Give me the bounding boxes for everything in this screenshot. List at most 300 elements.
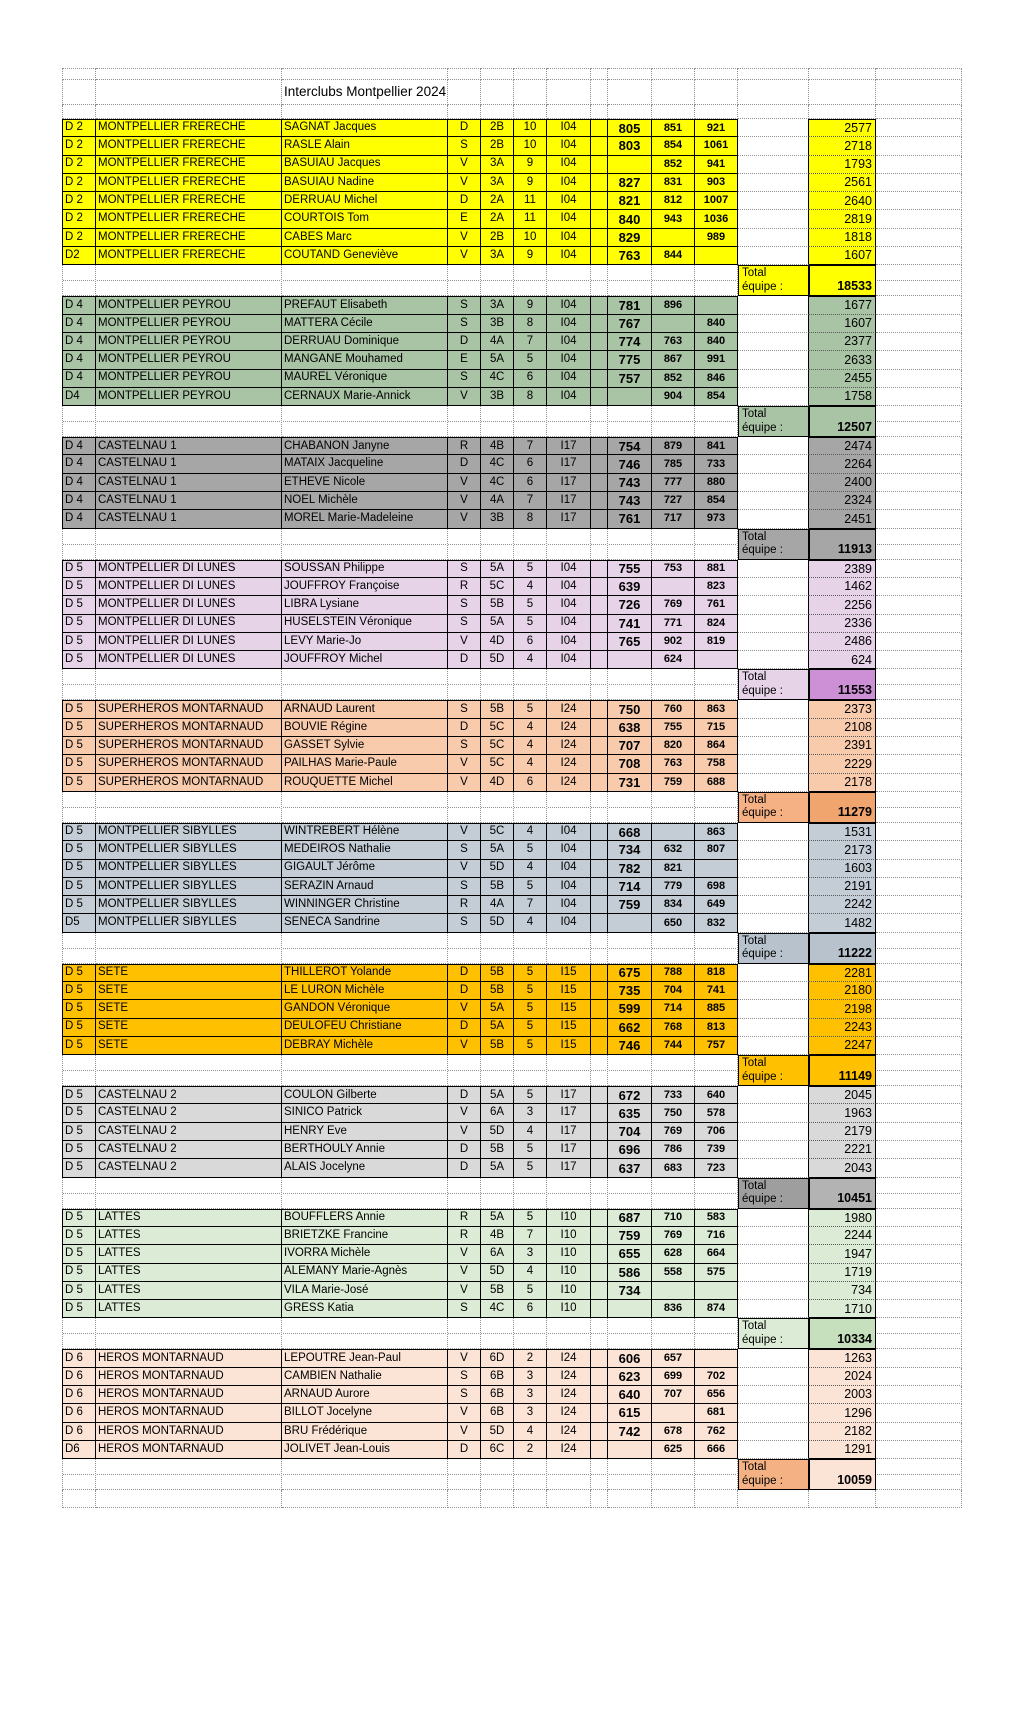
category-cell[interactable]: V: [448, 492, 481, 510]
player-total-cell[interactable]: 2718: [809, 137, 876, 155]
club-code-cell[interactable]: I17: [547, 437, 591, 455]
player-total-cell[interactable]: 2377: [809, 333, 876, 351]
player-name-cell[interactable]: MATTERA Cécile: [282, 315, 448, 333]
club-cell[interactable]: MONTPELLIER FRERECHE: [96, 156, 282, 174]
score3-cell[interactable]: 989: [695, 229, 738, 247]
series-cell[interactable]: 5A: [481, 615, 514, 633]
category-cell[interactable]: R: [448, 578, 481, 596]
score1-cell[interactable]: 668: [608, 823, 652, 841]
club-cell[interactable]: CASTELNAU 1: [96, 492, 282, 510]
score2-cell[interactable]: 812: [652, 192, 695, 210]
player-name-cell[interactable]: PREFAUT Elisabeth: [282, 296, 448, 314]
division-cell[interactable]: D 5: [62, 615, 96, 633]
score2-cell[interactable]: [652, 823, 695, 841]
player-total-cell[interactable]: 1710: [809, 1300, 876, 1318]
club-code-cell[interactable]: I04: [547, 596, 591, 614]
score2-cell[interactable]: 632: [652, 841, 695, 859]
category-cell[interactable]: D: [448, 1141, 481, 1159]
handicap-cell[interactable]: 6: [514, 370, 547, 388]
player-total-cell[interactable]: 1980: [809, 1209, 876, 1227]
series-cell[interactable]: 4A: [481, 333, 514, 351]
player-total-cell[interactable]: 2243: [809, 1019, 876, 1037]
category-cell[interactable]: D: [448, 455, 481, 473]
division-cell[interactable]: D 5: [62, 982, 96, 1000]
score3-cell[interactable]: 723: [695, 1159, 738, 1177]
score2-cell[interactable]: 707: [652, 1386, 695, 1404]
club-code-cell[interactable]: I17: [547, 510, 591, 528]
division-cell[interactable]: D 4: [62, 315, 96, 333]
club-code-cell[interactable]: I17: [547, 1086, 591, 1104]
club-code-cell[interactable]: I10: [547, 1264, 591, 1282]
score1-cell[interactable]: 731: [608, 774, 652, 792]
division-cell[interactable]: D2: [62, 247, 96, 265]
club-code-cell[interactable]: I24: [547, 1441, 591, 1459]
handicap-cell[interactable]: 3: [514, 1404, 547, 1422]
player-total-cell[interactable]: 2247: [809, 1037, 876, 1055]
handicap-cell[interactable]: 2: [514, 1349, 547, 1367]
category-cell[interactable]: S: [448, 700, 481, 718]
club-code-cell[interactable]: I24: [547, 1386, 591, 1404]
score3-cell[interactable]: 813: [695, 1019, 738, 1037]
club-code-cell[interactable]: I04: [547, 296, 591, 314]
score1-cell[interactable]: 708: [608, 755, 652, 773]
player-name-cell[interactable]: CERNAUX Marie-Annick: [282, 388, 448, 406]
player-name-cell[interactable]: SAGNAT Jacques: [282, 119, 448, 137]
club-code-cell[interactable]: I10: [547, 1245, 591, 1263]
score1-cell[interactable]: 774: [608, 333, 652, 351]
series-cell[interactable]: 6B: [481, 1368, 514, 1386]
score1-cell[interactable]: 586: [608, 1264, 652, 1282]
score1-cell[interactable]: 662: [608, 1019, 652, 1037]
player-name-cell[interactable]: BOUFFLERS Annie: [282, 1209, 448, 1227]
handicap-cell[interactable]: 4: [514, 823, 547, 841]
division-cell[interactable]: D 5: [62, 1245, 96, 1263]
series-cell[interactable]: 5D: [481, 1123, 514, 1141]
series-cell[interactable]: 5C: [481, 755, 514, 773]
handicap-cell[interactable]: 5: [514, 982, 547, 1000]
division-cell[interactable]: D 5: [62, 578, 96, 596]
handicap-cell[interactable]: 5: [514, 1086, 547, 1104]
player-name-cell[interactable]: SERAZIN Arnaud: [282, 878, 448, 896]
category-cell[interactable]: S: [448, 1300, 481, 1318]
score3-cell[interactable]: 739: [695, 1141, 738, 1159]
category-cell[interactable]: V: [448, 823, 481, 841]
series-cell[interactable]: 5B: [481, 1141, 514, 1159]
player-name-cell[interactable]: ETHEVE Nicole: [282, 474, 448, 492]
division-cell[interactable]: D4: [62, 388, 96, 406]
handicap-cell[interactable]: 6: [514, 774, 547, 792]
score3-cell[interactable]: 640: [695, 1086, 738, 1104]
score3-cell[interactable]: 702: [695, 1368, 738, 1386]
score2-cell[interactable]: 710: [652, 1209, 695, 1227]
club-code-cell[interactable]: I10: [547, 1282, 591, 1300]
club-code-cell[interactable]: I24: [547, 1368, 591, 1386]
player-name-cell[interactable]: COULON Gilberte: [282, 1086, 448, 1104]
club-cell[interactable]: MONTPELLIER FRERECHE: [96, 119, 282, 137]
category-cell[interactable]: V: [448, 474, 481, 492]
club-cell[interactable]: CASTELNAU 1: [96, 455, 282, 473]
series-cell[interactable]: 4C: [481, 1300, 514, 1318]
score1-cell[interactable]: 687: [608, 1209, 652, 1227]
player-total-cell[interactable]: 1296: [809, 1404, 876, 1422]
division-cell[interactable]: D 4: [62, 474, 96, 492]
category-cell[interactable]: D: [448, 964, 481, 982]
handicap-cell[interactable]: 5: [514, 1209, 547, 1227]
score1-cell[interactable]: 742: [608, 1423, 652, 1441]
score2-cell[interactable]: 714: [652, 1000, 695, 1018]
score3-cell[interactable]: 874: [695, 1300, 738, 1318]
club-code-cell[interactable]: I15: [547, 1000, 591, 1018]
score1-cell[interactable]: 755: [608, 560, 652, 578]
score1-cell[interactable]: 623: [608, 1368, 652, 1386]
club-cell[interactable]: CASTELNAU 2: [96, 1104, 282, 1122]
club-cell[interactable]: CASTELNAU 1: [96, 474, 282, 492]
club-code-cell[interactable]: I17: [547, 1104, 591, 1122]
club-code-cell[interactable]: I17: [547, 455, 591, 473]
category-cell[interactable]: D: [448, 119, 481, 137]
series-cell[interactable]: 5B: [481, 964, 514, 982]
handicap-cell[interactable]: 4: [514, 719, 547, 737]
score3-cell[interactable]: 840: [695, 315, 738, 333]
club-cell[interactable]: CASTELNAU 2: [96, 1141, 282, 1159]
category-cell[interactable]: V: [448, 388, 481, 406]
club-code-cell[interactable]: I04: [547, 351, 591, 369]
score1-cell[interactable]: 757: [608, 370, 652, 388]
category-cell[interactable]: S: [448, 560, 481, 578]
club-cell[interactable]: MONTPELLIER DI LUNES: [96, 596, 282, 614]
player-name-cell[interactable]: VILA Marie-José: [282, 1282, 448, 1300]
club-cell[interactable]: SUPERHEROS MONTARNAUD: [96, 755, 282, 773]
player-name-cell[interactable]: SINICO Patrick: [282, 1104, 448, 1122]
player-total-cell[interactable]: 2455: [809, 370, 876, 388]
player-name-cell[interactable]: DEULOFEU Christiane: [282, 1019, 448, 1037]
club-cell[interactable]: LATTES: [96, 1264, 282, 1282]
club-code-cell[interactable]: I15: [547, 982, 591, 1000]
player-name-cell[interactable]: IVORRA Michèle: [282, 1245, 448, 1263]
category-cell[interactable]: D: [448, 982, 481, 1000]
division-cell[interactable]: D5: [62, 914, 96, 932]
category-cell[interactable]: V: [448, 156, 481, 174]
club-code-cell[interactable]: I04: [547, 841, 591, 859]
score2-cell[interactable]: 753: [652, 560, 695, 578]
player-total-cell[interactable]: 2242: [809, 896, 876, 914]
division-cell[interactable]: D 2: [62, 229, 96, 247]
club-code-cell[interactable]: I10: [547, 1300, 591, 1318]
score2-cell[interactable]: 727: [652, 492, 695, 510]
series-cell[interactable]: 5C: [481, 737, 514, 755]
player-name-cell[interactable]: LE LURON Michèle: [282, 982, 448, 1000]
category-cell[interactable]: V: [448, 633, 481, 651]
score1-cell[interactable]: 639: [608, 578, 652, 596]
series-cell[interactable]: 5B: [481, 982, 514, 1000]
score1-cell[interactable]: 827: [608, 174, 652, 192]
score3-cell[interactable]: 741: [695, 982, 738, 1000]
score3-cell[interactable]: 1061: [695, 137, 738, 155]
club-code-cell[interactable]: I24: [547, 719, 591, 737]
series-cell[interactable]: 4C: [481, 455, 514, 473]
score3-cell[interactable]: 863: [695, 700, 738, 718]
division-cell[interactable]: D 6: [62, 1404, 96, 1422]
player-total-cell[interactable]: 2577: [809, 119, 876, 137]
score2-cell[interactable]: 852: [652, 370, 695, 388]
club-code-cell[interactable]: I24: [547, 1349, 591, 1367]
series-cell[interactable]: 4D: [481, 774, 514, 792]
series-cell[interactable]: 5C: [481, 823, 514, 841]
player-total-cell[interactable]: 1758: [809, 388, 876, 406]
player-total-cell[interactable]: 1462: [809, 578, 876, 596]
player-name-cell[interactable]: ALAIS Jocelyne: [282, 1159, 448, 1177]
player-total-cell[interactable]: 2003: [809, 1386, 876, 1404]
player-name-cell[interactable]: ARNAUD Aurore: [282, 1386, 448, 1404]
score2-cell[interactable]: 624: [652, 651, 695, 669]
player-name-cell[interactable]: MEDEIROS Nathalie: [282, 841, 448, 859]
score2-cell[interactable]: 755: [652, 719, 695, 737]
club-cell[interactable]: SETE: [96, 964, 282, 982]
division-cell[interactable]: D 5: [62, 700, 96, 718]
score2-cell[interactable]: 777: [652, 474, 695, 492]
club-code-cell[interactable]: I17: [547, 474, 591, 492]
category-cell[interactable]: D: [448, 651, 481, 669]
series-cell[interactable]: 5B: [481, 878, 514, 896]
series-cell[interactable]: 5D: [481, 1264, 514, 1282]
division-cell[interactable]: D 5: [62, 1000, 96, 1018]
score2-cell[interactable]: 821: [652, 860, 695, 878]
score2-cell[interactable]: 771: [652, 615, 695, 633]
club-code-cell[interactable]: I04: [547, 229, 591, 247]
score1-cell[interactable]: 754: [608, 437, 652, 455]
club-code-cell[interactable]: I04: [547, 615, 591, 633]
player-total-cell[interactable]: 2561: [809, 174, 876, 192]
score3-cell[interactable]: 864: [695, 737, 738, 755]
player-name-cell[interactable]: BRU Frédérique: [282, 1423, 448, 1441]
handicap-cell[interactable]: 9: [514, 174, 547, 192]
score2-cell[interactable]: 834: [652, 896, 695, 914]
handicap-cell[interactable]: 10: [514, 119, 547, 137]
score2-cell[interactable]: 717: [652, 510, 695, 528]
division-cell[interactable]: D 5: [62, 560, 96, 578]
score1-cell[interactable]: 775: [608, 351, 652, 369]
series-cell[interactable]: 6B: [481, 1386, 514, 1404]
category-cell[interactable]: S: [448, 370, 481, 388]
category-cell[interactable]: V: [448, 229, 481, 247]
score1-cell[interactable]: 635: [608, 1104, 652, 1122]
score3-cell[interactable]: 666: [695, 1441, 738, 1459]
division-cell[interactable]: D 6: [62, 1423, 96, 1441]
handicap-cell[interactable]: 5: [514, 560, 547, 578]
score1-cell[interactable]: 741: [608, 615, 652, 633]
score1-cell[interactable]: 637: [608, 1159, 652, 1177]
club-cell[interactable]: HEROS MONTARNAUD: [96, 1423, 282, 1441]
score1-cell[interactable]: 714: [608, 878, 652, 896]
player-name-cell[interactable]: MANGANE Mouhamed: [282, 351, 448, 369]
division-cell[interactable]: D 5: [62, 1209, 96, 1227]
score2-cell[interactable]: 786: [652, 1141, 695, 1159]
series-cell[interactable]: 5C: [481, 578, 514, 596]
category-cell[interactable]: R: [448, 896, 481, 914]
club-cell[interactable]: MONTPELLIER SIBYLLES: [96, 914, 282, 932]
handicap-cell[interactable]: 5: [514, 1037, 547, 1055]
handicap-cell[interactable]: 4: [514, 914, 547, 932]
club-cell[interactable]: MONTPELLIER SIBYLLES: [96, 878, 282, 896]
category-cell[interactable]: S: [448, 615, 481, 633]
series-cell[interactable]: 5A: [481, 1159, 514, 1177]
series-cell[interactable]: 5A: [481, 1209, 514, 1227]
score2-cell[interactable]: 943: [652, 210, 695, 228]
series-cell[interactable]: 4C: [481, 370, 514, 388]
player-name-cell[interactable]: PAILHAS Marie-Paule: [282, 755, 448, 773]
player-name-cell[interactable]: RASLE Alain: [282, 137, 448, 155]
player-total-cell[interactable]: 1963: [809, 1104, 876, 1122]
club-cell[interactable]: SUPERHEROS MONTARNAUD: [96, 719, 282, 737]
player-total-cell[interactable]: 2108: [809, 719, 876, 737]
club-cell[interactable]: CASTELNAU 1: [96, 437, 282, 455]
score2-cell[interactable]: 896: [652, 296, 695, 314]
club-code-cell[interactable]: I04: [547, 156, 591, 174]
score1-cell[interactable]: 743: [608, 474, 652, 492]
category-cell[interactable]: S: [448, 1368, 481, 1386]
series-cell[interactable]: 5A: [481, 351, 514, 369]
score3-cell[interactable]: 706: [695, 1123, 738, 1141]
club-code-cell[interactable]: I17: [547, 1141, 591, 1159]
division-cell[interactable]: D 2: [62, 174, 96, 192]
handicap-cell[interactable]: 4: [514, 578, 547, 596]
player-name-cell[interactable]: MATAIX Jacqueline: [282, 455, 448, 473]
player-total-cell[interactable]: 1607: [809, 247, 876, 265]
division-cell[interactable]: D 2: [62, 156, 96, 174]
player-total-cell[interactable]: 734: [809, 1282, 876, 1300]
player-name-cell[interactable]: JOUFFROY Françoise: [282, 578, 448, 596]
score1-cell[interactable]: 696: [608, 1141, 652, 1159]
series-cell[interactable]: 2B: [481, 229, 514, 247]
club-code-cell[interactable]: I04: [547, 333, 591, 351]
score2-cell[interactable]: 744: [652, 1037, 695, 1055]
series-cell[interactable]: 6D: [481, 1349, 514, 1367]
score3-cell[interactable]: 656: [695, 1386, 738, 1404]
club-code-cell[interactable]: I04: [547, 388, 591, 406]
series-cell[interactable]: 5A: [481, 1019, 514, 1037]
handicap-cell[interactable]: 7: [514, 437, 547, 455]
score2-cell[interactable]: 836: [652, 1300, 695, 1318]
handicap-cell[interactable]: 7: [514, 333, 547, 351]
club-cell[interactable]: MONTPELLIER FRERECHE: [96, 192, 282, 210]
player-name-cell[interactable]: COUTAND Geneviève: [282, 247, 448, 265]
club-code-cell[interactable]: I04: [547, 560, 591, 578]
club-cell[interactable]: MONTPELLIER PEYROU: [96, 296, 282, 314]
team-total-value[interactable]: 12507: [809, 406, 876, 437]
player-total-cell[interactable]: 1482: [809, 914, 876, 932]
score1-cell[interactable]: 840: [608, 210, 652, 228]
club-cell[interactable]: LATTES: [96, 1282, 282, 1300]
score3-cell[interactable]: 575: [695, 1264, 738, 1282]
player-name-cell[interactable]: LEPOUTRE Jean-Paul: [282, 1349, 448, 1367]
player-total-cell[interactable]: 2373: [809, 700, 876, 718]
category-cell[interactable]: D: [448, 1159, 481, 1177]
score3-cell[interactable]: 761: [695, 596, 738, 614]
category-cell[interactable]: D: [448, 1086, 481, 1104]
category-cell[interactable]: S: [448, 137, 481, 155]
score3-cell[interactable]: [695, 651, 738, 669]
category-cell[interactable]: V: [448, 1104, 481, 1122]
score1-cell[interactable]: 781: [608, 296, 652, 314]
score1-cell[interactable]: 640: [608, 1386, 652, 1404]
series-cell[interactable]: 6A: [481, 1104, 514, 1122]
division-cell[interactable]: D 5: [62, 1159, 96, 1177]
division-cell[interactable]: D 5: [62, 896, 96, 914]
category-cell[interactable]: V: [448, 247, 481, 265]
club-cell[interactable]: MONTPELLIER SIBYLLES: [96, 823, 282, 841]
series-cell[interactable]: 5B: [481, 596, 514, 614]
club-cell[interactable]: SUPERHEROS MONTARNAUD: [96, 700, 282, 718]
team-total-value[interactable]: 11553: [809, 669, 876, 700]
division-cell[interactable]: D 5: [62, 878, 96, 896]
score3-cell[interactable]: 583: [695, 1209, 738, 1227]
score2-cell[interactable]: 854: [652, 137, 695, 155]
score1-cell[interactable]: 761: [608, 510, 652, 528]
score2-cell[interactable]: 779: [652, 878, 695, 896]
category-cell[interactable]: V: [448, 1264, 481, 1282]
player-total-cell[interactable]: 2178: [809, 774, 876, 792]
score1-cell[interactable]: [608, 914, 652, 932]
score1-cell[interactable]: 746: [608, 455, 652, 473]
score2-cell[interactable]: 851: [652, 119, 695, 137]
handicap-cell[interactable]: 3: [514, 1386, 547, 1404]
score2-cell[interactable]: 904: [652, 388, 695, 406]
series-cell[interactable]: 4B: [481, 1227, 514, 1245]
club-code-cell[interactable]: I24: [547, 1404, 591, 1422]
category-cell[interactable]: S: [448, 914, 481, 932]
club-cell[interactable]: MONTPELLIER DI LUNES: [96, 651, 282, 669]
category-cell[interactable]: R: [448, 1209, 481, 1227]
score2-cell[interactable]: 678: [652, 1423, 695, 1441]
handicap-cell[interactable]: 5: [514, 351, 547, 369]
player-name-cell[interactable]: JOLIVET Jean-Louis: [282, 1441, 448, 1459]
club-code-cell[interactable]: I04: [547, 823, 591, 841]
series-cell[interactable]: 5A: [481, 841, 514, 859]
category-cell[interactable]: V: [448, 755, 481, 773]
score3-cell[interactable]: 716: [695, 1227, 738, 1245]
player-name-cell[interactable]: SENECA Sandrine: [282, 914, 448, 932]
category-cell[interactable]: V: [448, 1000, 481, 1018]
division-cell[interactable]: D 4: [62, 492, 96, 510]
club-cell[interactable]: MONTPELLIER FRERECHE: [96, 210, 282, 228]
player-total-cell[interactable]: 2474: [809, 437, 876, 455]
score2-cell[interactable]: 867: [652, 351, 695, 369]
series-cell[interactable]: 4D: [481, 633, 514, 651]
score1-cell[interactable]: 615: [608, 1404, 652, 1422]
club-cell[interactable]: CASTELNAU 2: [96, 1086, 282, 1104]
score1-cell[interactable]: [608, 1441, 652, 1459]
category-cell[interactable]: V: [448, 774, 481, 792]
score1-cell[interactable]: 655: [608, 1245, 652, 1263]
division-cell[interactable]: D 4: [62, 333, 96, 351]
score2-cell[interactable]: 763: [652, 755, 695, 773]
score1-cell[interactable]: [608, 1300, 652, 1318]
handicap-cell[interactable]: 9: [514, 156, 547, 174]
score2-cell[interactable]: 750: [652, 1104, 695, 1122]
category-cell[interactable]: V: [448, 510, 481, 528]
club-cell[interactable]: SUPERHEROS MONTARNAUD: [96, 774, 282, 792]
score3-cell[interactable]: 824: [695, 615, 738, 633]
club-cell[interactable]: MONTPELLIER PEYROU: [96, 315, 282, 333]
player-total-cell[interactable]: 2045: [809, 1086, 876, 1104]
category-cell[interactable]: V: [448, 1423, 481, 1441]
score1-cell[interactable]: 672: [608, 1086, 652, 1104]
handicap-cell[interactable]: 6: [514, 474, 547, 492]
score2-cell[interactable]: 820: [652, 737, 695, 755]
category-cell[interactable]: E: [448, 351, 481, 369]
series-cell[interactable]: 5A: [481, 1000, 514, 1018]
club-cell[interactable]: MONTPELLIER PEYROU: [96, 351, 282, 369]
